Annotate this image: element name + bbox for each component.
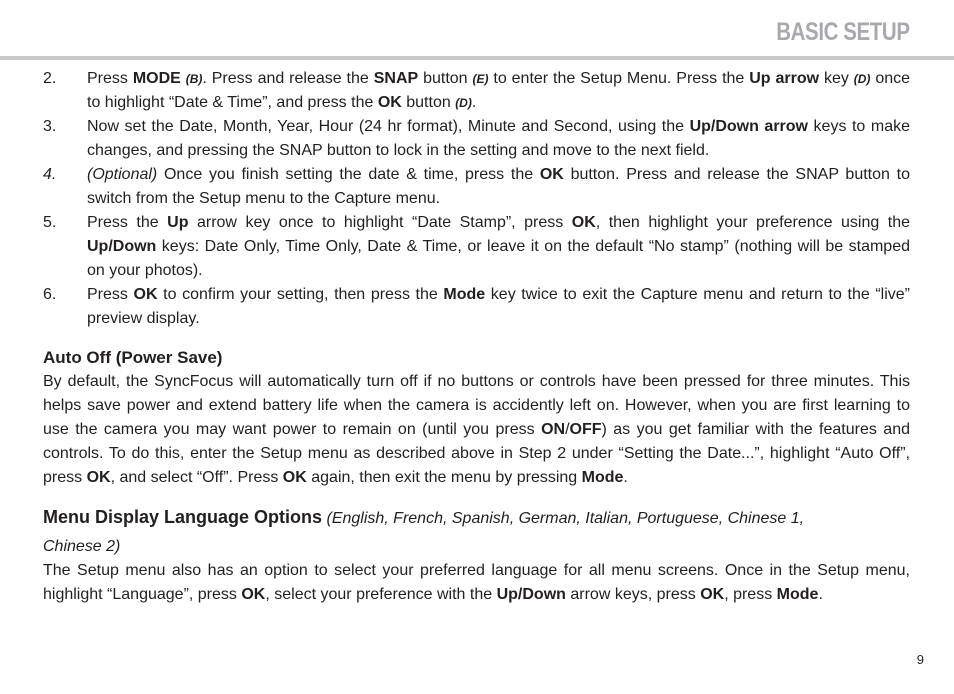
text-run: , press	[724, 586, 777, 603]
text-run: Press the	[87, 214, 168, 231]
setup-steps-list	[43, 67, 910, 331]
language-section	[43, 505, 910, 607]
step-text	[87, 211, 910, 283]
emphasis-term: OK	[700, 586, 725, 603]
text-run: arrow keys, press	[565, 586, 701, 603]
emphasis-term: OFF	[569, 421, 602, 438]
text-run: again, then exit the menu by pressing	[306, 469, 582, 486]
emphasis-term: SNAP	[373, 70, 419, 87]
text-run: arrow key once to highlight “Date Stamp”, press	[188, 214, 572, 231]
text-run: ) as you get familiar with the features and controls. To do this, enter the Setup menu as described above in Step 2 under “Setting the Date...”, highlight “Auto Off”, press	[43, 421, 911, 486]
header-divider	[0, 56, 954, 60]
language-heading: Menu Display Language Options	[43, 507, 323, 527]
step-number: 2.	[43, 70, 57, 87]
diagram-reference: (D)	[455, 96, 472, 110]
language-paragraph	[43, 559, 910, 607]
step-text	[87, 283, 910, 331]
step-number: 3.	[43, 118, 57, 135]
step-number: 6.	[43, 286, 57, 303]
text-run: to confirm your setting, then press the	[157, 286, 444, 303]
text-run: key	[819, 70, 854, 87]
text-run: .	[623, 469, 628, 486]
emphasis-term: Mode	[776, 586, 819, 603]
text-run: , then highlight your preference using the	[595, 214, 911, 231]
diagram-reference: (B)	[185, 72, 203, 86]
text-run: Press	[87, 286, 134, 303]
step-number: 5.	[43, 214, 57, 231]
page-header-title: BASIC SETUP	[776, 18, 910, 46]
emphasis-term: OK	[539, 166, 564, 183]
diagram-reference: (E)	[472, 72, 489, 86]
emphasis-term: Up/Down	[87, 238, 157, 255]
text-run: /	[565, 421, 570, 438]
emphasis-term: OK	[571, 214, 596, 231]
text-run: By default, the SyncFocus will automatically turn off if no buttons or controls have been pressed for three minutes. This helps save power and extend battery life when the camera is accidently left on. However, when you are first learning to use the camera you may want power to remain on (until you press	[43, 373, 910, 438]
emphasis-term: Up/Down	[496, 586, 566, 603]
text-run: Now set the Date, Month, Year, Hour (24 hr format), Minute and Second, using the	[87, 118, 690, 135]
italic-note: (Optional)	[87, 166, 158, 183]
setup-step	[43, 115, 910, 163]
text-run: button	[401, 94, 456, 111]
emphasis-term: OK	[282, 469, 307, 486]
setup-step	[43, 211, 910, 283]
setup-step	[43, 163, 910, 211]
emphasis-term: Up/Down arrow	[689, 118, 808, 135]
step-text	[87, 67, 910, 115]
setup-step	[43, 67, 910, 115]
text-run: keys: Date Only, Time Only, Date & Time, or leave it on the default “No stamp” (nothing will be stamped on your photos).	[87, 238, 910, 279]
text-run: , select your preference with the	[265, 586, 497, 603]
step-number: 4.	[43, 166, 57, 183]
text-run: once to highlight “Date & Time”, and press the	[87, 70, 911, 111]
text-run: .	[818, 586, 823, 603]
emphasis-term: ON	[541, 421, 566, 438]
page-number: 9	[916, 652, 924, 667]
text-run: .	[471, 94, 477, 111]
auto-off-paragraph	[43, 370, 910, 490]
step-text	[87, 163, 910, 211]
emphasis-term: Mode	[581, 469, 624, 486]
diagram-reference: (D)	[853, 72, 871, 86]
text-run: button. Press and release the SNAP button to switch from the Setup menu to the Capture menu.	[87, 166, 910, 207]
emphasis-term: Mode	[443, 286, 486, 303]
auto-off-heading: Auto Off (Power Save)	[43, 348, 223, 367]
emphasis-term: OK	[133, 286, 158, 303]
text-run: , and select “Off”. Press	[110, 469, 283, 486]
emphasis-term: OK	[86, 469, 111, 486]
setup-step	[43, 283, 910, 331]
emphasis-term: Up arrow	[749, 70, 820, 87]
text-run: . Press and release the	[202, 70, 374, 87]
text-run: Once you finish setting the date & time, press the	[157, 166, 540, 183]
step-text	[87, 115, 910, 163]
text-run: Press	[87, 70, 133, 87]
auto-off-section	[43, 346, 910, 490]
emphasis-term: OK	[241, 586, 266, 603]
emphasis-term: OK	[377, 94, 402, 111]
text-run: The Setup menu also has an option to select your preferred language for all menu screens. Once in the Setup menu, highlight “Language”, press	[43, 562, 910, 603]
text-run: key twice to exit the Capture menu and return to the “live” preview display.	[87, 286, 911, 327]
text-run: button	[418, 70, 473, 87]
emphasis-term: MODE	[132, 70, 181, 87]
page-content	[43, 67, 910, 607]
text-run: to enter the Setup Menu. Press the	[488, 70, 750, 87]
text-run: keys to make changes, and pressing the SNAP button to lock in the setting and move to the next field.	[87, 118, 910, 159]
emphasis-term: Up	[167, 214, 189, 231]
language-list-line1: (English, French, Spanish, German, Italian, Portuguese, Chinese 1,	[326, 510, 805, 527]
language-list-line2: Chinese 2)	[43, 538, 121, 555]
